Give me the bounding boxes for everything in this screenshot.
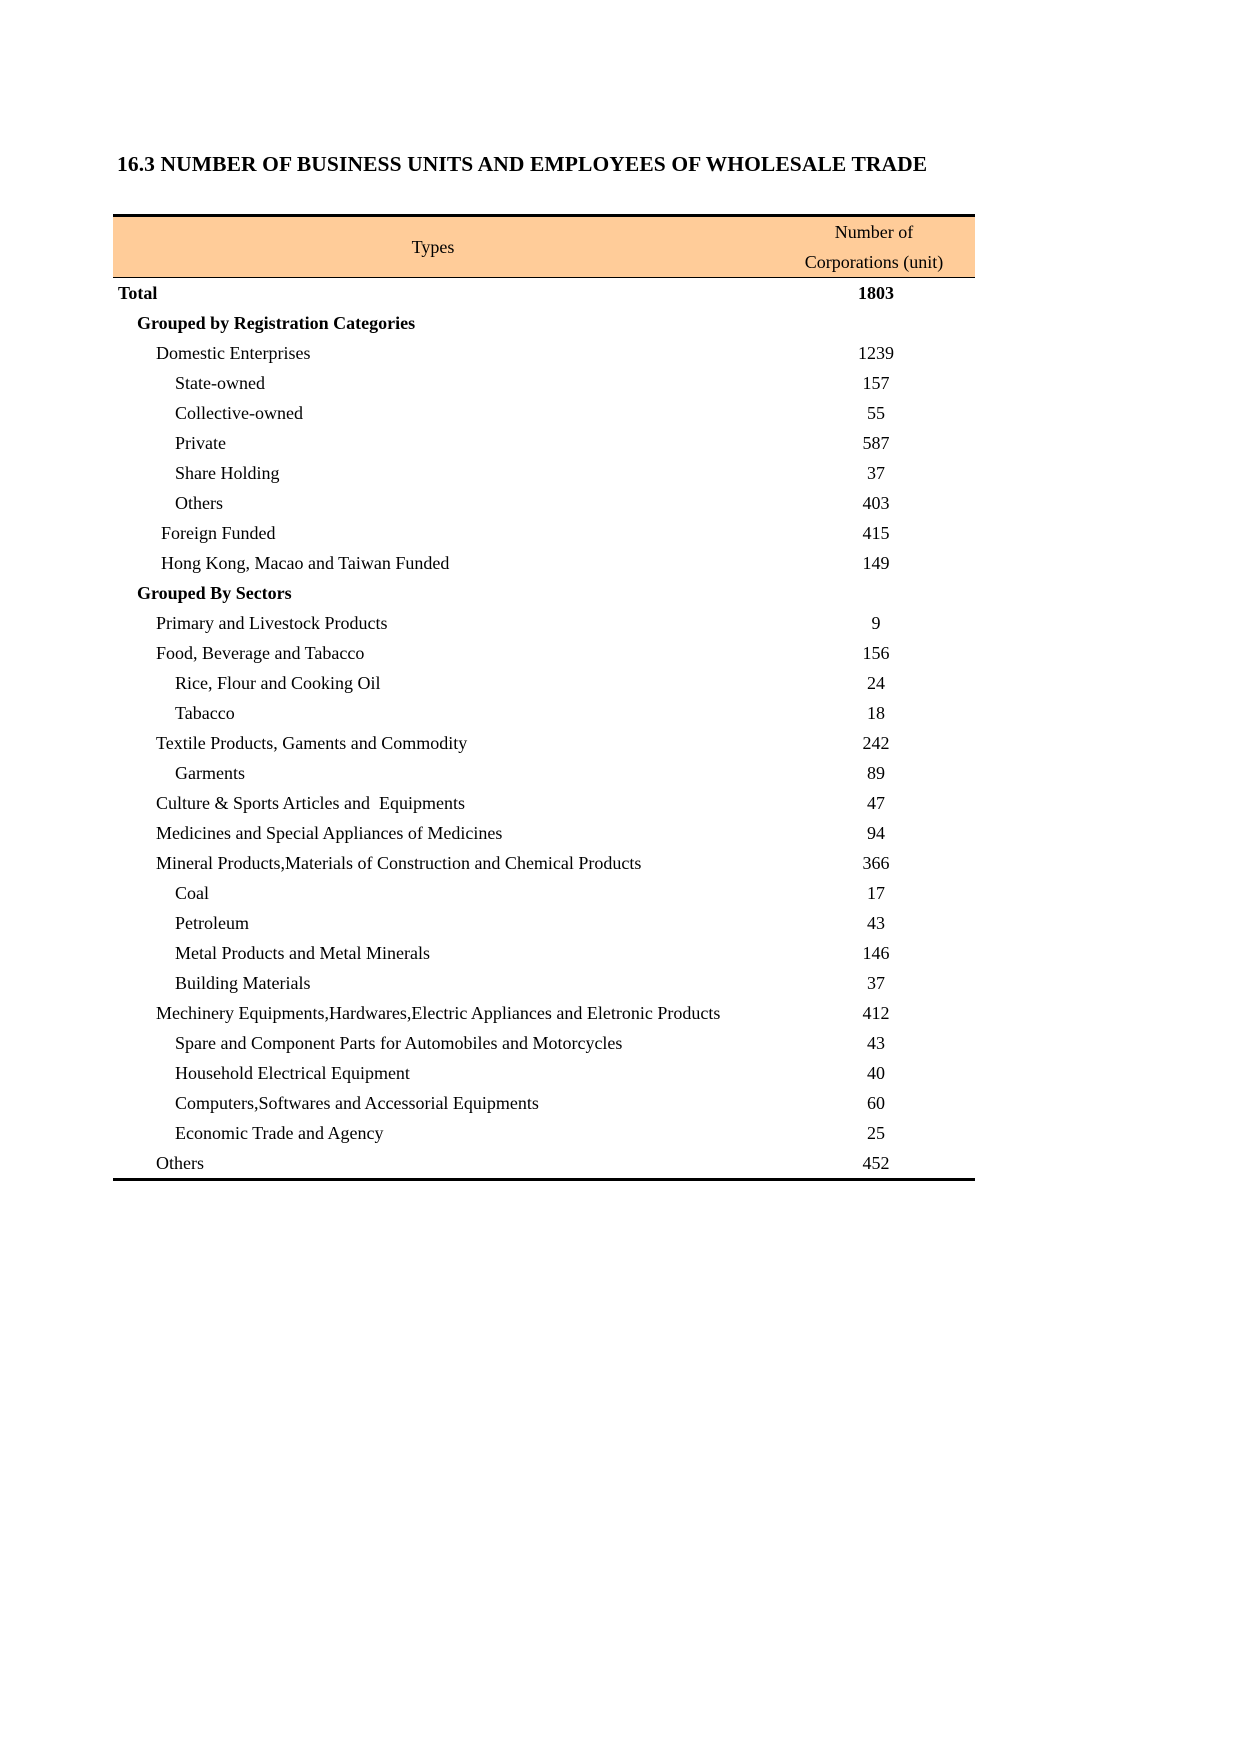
table-row (113, 548, 975, 578)
row-label: Hong Kong, Macao and Taiwan Funded (161, 553, 450, 573)
row-label: Rice, Flour and Cooking Oil (175, 673, 381, 693)
statistics-table (113, 214, 975, 1181)
table-row-total (113, 278, 975, 308)
row-label: Others (175, 493, 223, 513)
row-value: 149 (862, 553, 890, 573)
table-row (113, 668, 975, 698)
row-value: 415 (862, 523, 890, 543)
table-row-section (113, 578, 975, 608)
row-label: Household Electrical Equipment (175, 1063, 410, 1083)
row-value: 1803 (858, 283, 894, 303)
table-row (113, 398, 975, 428)
row-value: 146 (862, 943, 890, 963)
row-value: 157 (862, 373, 890, 393)
row-value: 55 (867, 403, 885, 423)
row-value: 17 (867, 883, 885, 903)
row-label: Food, Beverage and Tabacco (156, 643, 365, 663)
row-value: 242 (862, 733, 890, 753)
row-value: 24 (867, 673, 885, 693)
table-body (113, 278, 975, 1181)
row-value: 18 (867, 703, 885, 723)
row-label: Private (175, 433, 226, 453)
row-label: Medicines and Special Appliances of Medicines (156, 823, 503, 843)
row-label: Mechinery Equipments,Hardwares,Electric Appliances and Eletronic Products (156, 1003, 721, 1023)
table-row (113, 428, 975, 458)
table-row (113, 338, 975, 368)
table-row (113, 518, 975, 548)
row-label: Coal (175, 883, 209, 903)
table-row (113, 788, 975, 818)
row-label: State-owned (175, 373, 265, 393)
row-label: Computers,Softwares and Accessorial Equipments (175, 1093, 539, 1113)
row-label: Foreign Funded (161, 523, 276, 543)
table-row (113, 368, 975, 398)
row-label: Petroleum (175, 913, 249, 933)
row-value: 156 (862, 643, 890, 663)
header-corporations-line2: Corporations (unit) (804, 252, 944, 272)
header-corporations (773, 217, 975, 277)
header-types: Types (411, 237, 455, 257)
row-label: Primary and Livestock Products (156, 613, 388, 633)
table-row (113, 818, 975, 848)
row-value: 94 (867, 823, 885, 843)
row-value: 25 (867, 1123, 885, 1143)
table-row (113, 1118, 975, 1148)
row-label: Collective-owned (175, 403, 303, 423)
table-row (113, 758, 975, 788)
row-label: Domestic Enterprises (156, 343, 311, 363)
table-row (113, 998, 975, 1028)
row-value: 43 (867, 913, 885, 933)
table-row (113, 638, 975, 668)
row-label: Spare and Component Parts for Automobiles and Motorcycles (175, 1033, 623, 1053)
table-row (113, 878, 975, 908)
row-value: 452 (862, 1153, 890, 1173)
table-row (113, 1148, 975, 1178)
table-row (113, 968, 975, 998)
table-row (113, 608, 975, 638)
row-value: 47 (867, 793, 885, 813)
row-value: 43 (867, 1033, 885, 1053)
row-label: Textile Products, Gaments and Commodity (156, 733, 468, 753)
row-value: 366 (862, 853, 890, 873)
row-label: Mineral Products,Materials of Construction and Chemical Products (156, 853, 642, 873)
row-value: 89 (867, 763, 885, 783)
table-row (113, 458, 975, 488)
row-value: 1239 (858, 343, 894, 363)
row-label: Tabacco (175, 703, 235, 723)
row-label: Share Holding (175, 463, 280, 483)
table-row-section (113, 308, 975, 338)
table-row (113, 1028, 975, 1058)
row-value: 37 (867, 973, 885, 993)
row-value: 403 (862, 493, 890, 513)
row-label: Economic Trade and Agency (175, 1123, 384, 1143)
table-row (113, 1058, 975, 1088)
row-label: Total (118, 283, 158, 303)
table-row (113, 938, 975, 968)
row-value: 40 (867, 1063, 885, 1083)
page-title: 16.3 NUMBER OF BUSINESS UNITS AND EMPLOYEES OF WHOLESALE TRADE (117, 152, 928, 176)
row-label: Culture & Sports Articles and Equipments (156, 793, 465, 813)
row-label: Garments (175, 763, 245, 783)
row-value: 587 (862, 433, 890, 453)
row-value: 9 (871, 613, 881, 633)
table-row (113, 728, 975, 758)
table-header (113, 214, 975, 278)
table-row (113, 488, 975, 518)
header-corporations-line1: Number of (834, 222, 914, 242)
row-label: Building Materials (175, 973, 311, 993)
row-value: 60 (867, 1093, 885, 1113)
row-label: Metal Products and Metal Minerals (175, 943, 430, 963)
row-value: 37 (867, 463, 885, 483)
row-value: 412 (862, 1003, 890, 1023)
table-row (113, 698, 975, 728)
table-row (113, 908, 975, 938)
table-row (113, 848, 975, 878)
row-label: Grouped by Registration Categories (137, 313, 416, 333)
row-label: Others (156, 1153, 204, 1173)
table-row (113, 1088, 975, 1118)
row-label: Grouped By Sectors (137, 583, 292, 603)
